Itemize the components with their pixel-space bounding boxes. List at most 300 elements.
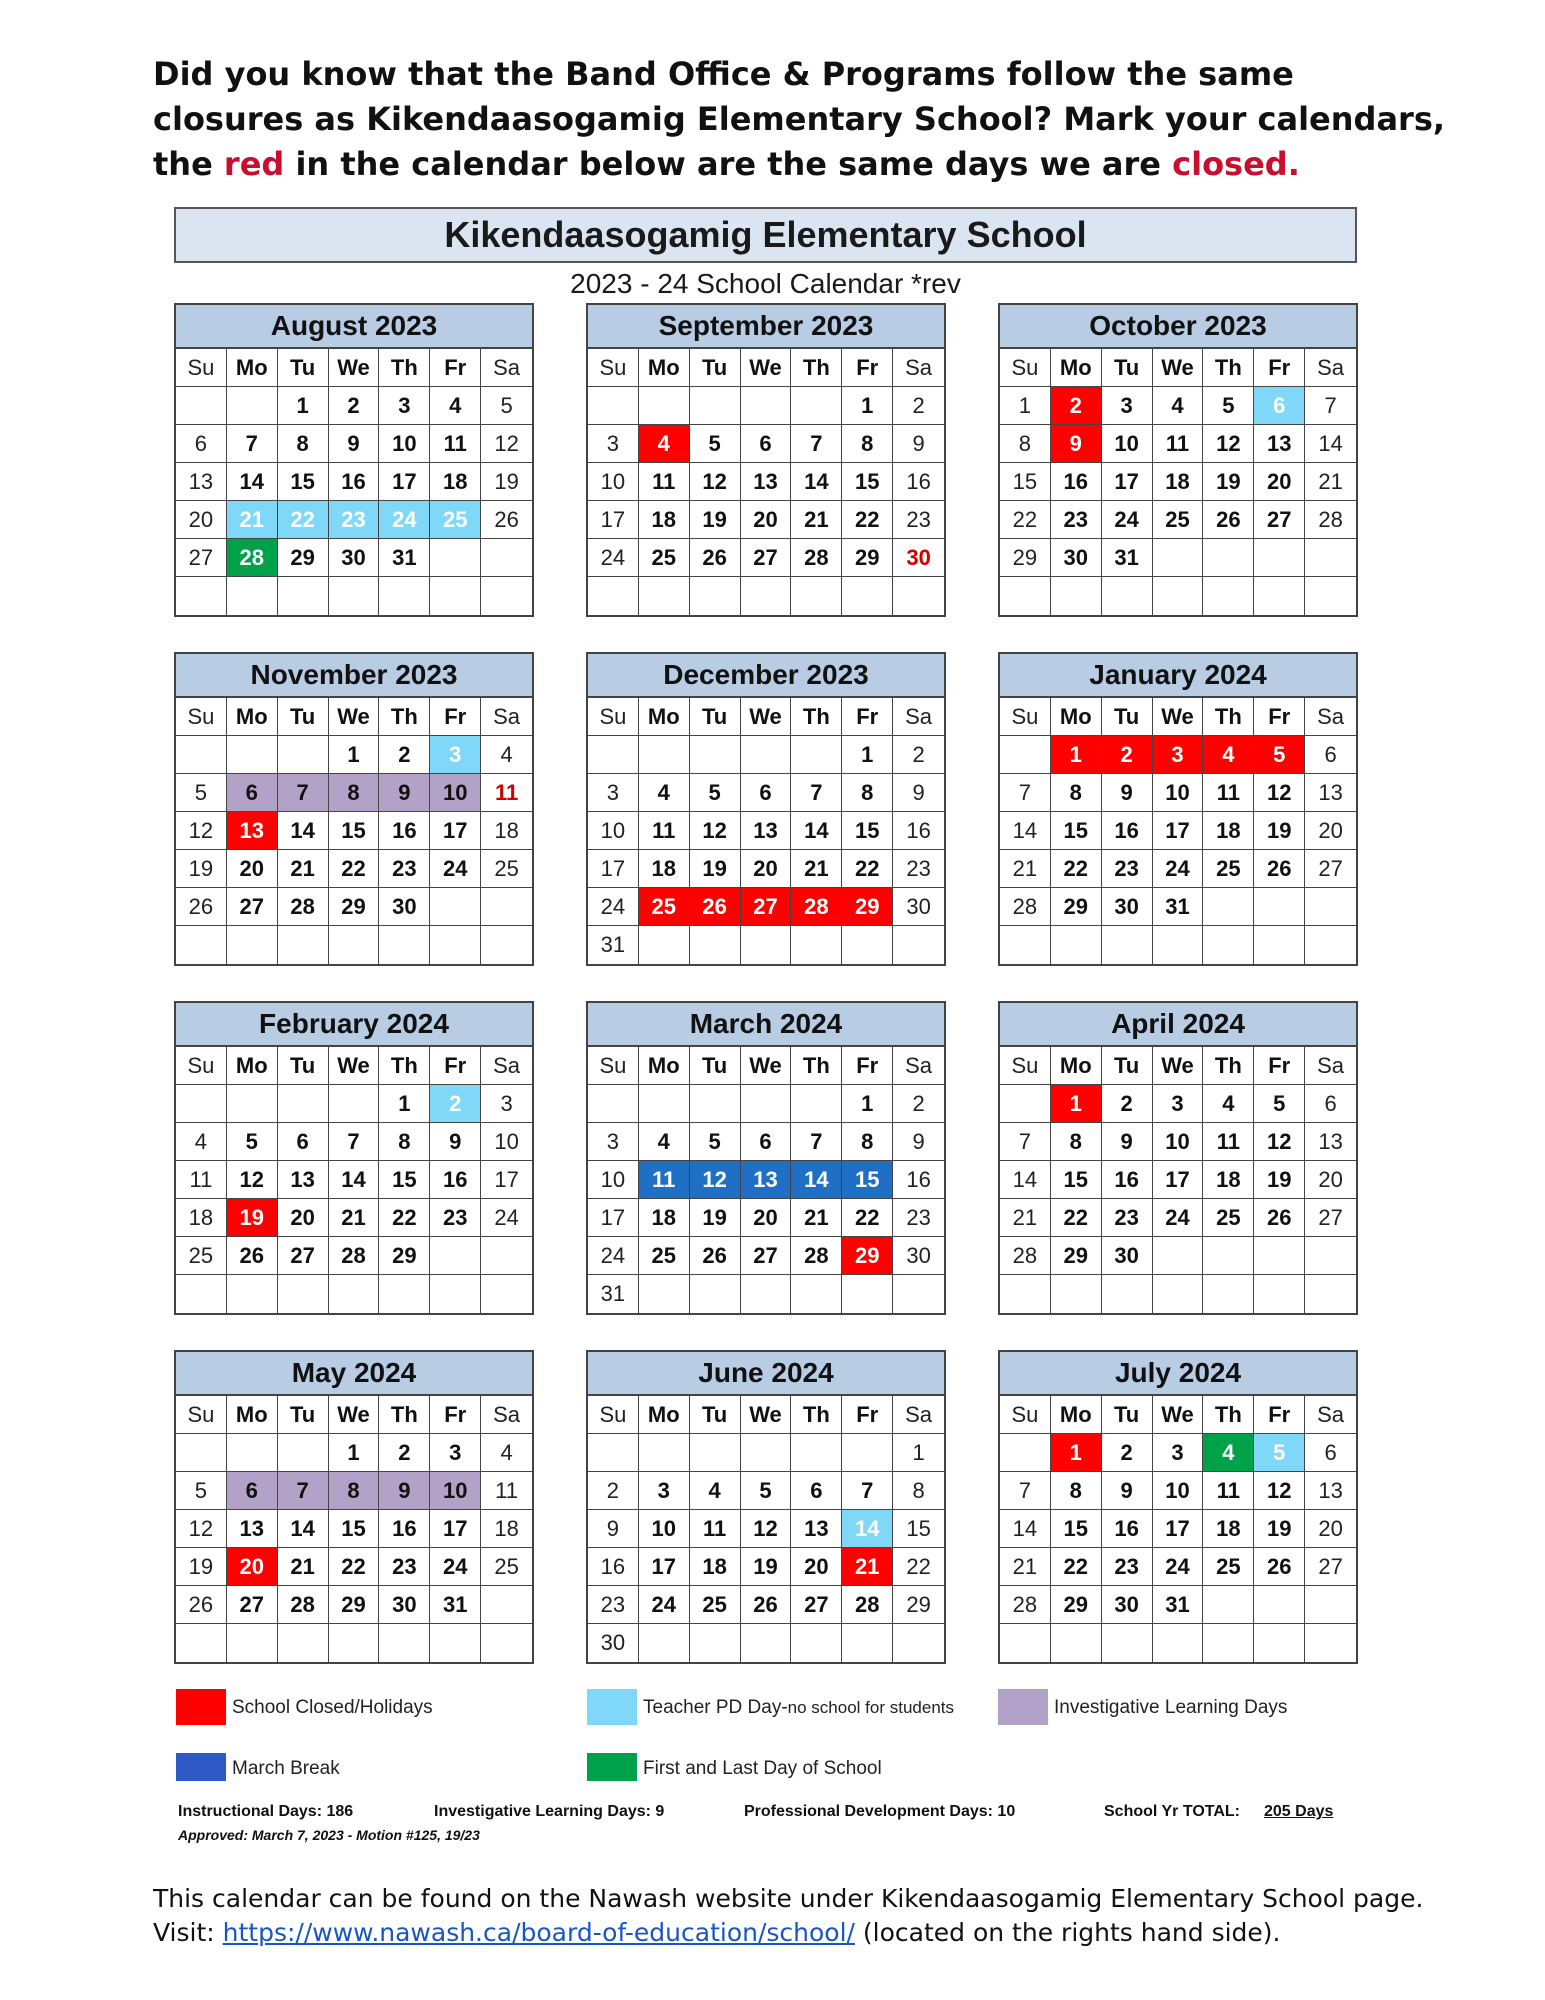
month-grid (588, 1396, 944, 1662)
stat-total-value: 205 Days (1264, 1803, 1334, 1820)
empty-cell (893, 577, 944, 615)
day-cell: 7 (278, 1472, 329, 1510)
day-cell: 23 (893, 850, 944, 888)
empty-cell (1254, 888, 1305, 926)
day-cell: 7 (1305, 387, 1356, 425)
empty-cell (1203, 539, 1254, 577)
day-cell: 12 (690, 1161, 741, 1199)
day-cell: 26 (1254, 1199, 1305, 1237)
day-cell: 17 (1153, 1510, 1204, 1548)
day-header: Sa (1305, 349, 1356, 387)
day-cell: 29 (1000, 539, 1051, 577)
day-header: Mo (1051, 1047, 1102, 1085)
empty-cell (329, 1624, 380, 1662)
day-cell: 8 (842, 425, 893, 463)
day-cell: 12 (690, 463, 741, 501)
day-header: We (329, 1047, 380, 1085)
intro-closed-word: closed. (1172, 145, 1300, 183)
day-cell: 25 (1203, 1199, 1254, 1237)
legend-march-break-swatch (176, 1753, 226, 1781)
day-header: Th (1203, 349, 1254, 387)
day-cell: 5 (1254, 1434, 1305, 1472)
month-grid (1000, 1396, 1356, 1662)
day-cell: 1 (379, 1085, 430, 1123)
day-cell: 12 (1254, 1472, 1305, 1510)
day-cell: 20 (227, 850, 278, 888)
day-cell: 30 (893, 539, 944, 577)
day-header: Mo (1051, 1396, 1102, 1434)
empty-cell (690, 1275, 741, 1313)
day-cell: 5 (1203, 387, 1254, 425)
day-header: Su (588, 1047, 639, 1085)
day-cell: 27 (227, 888, 278, 926)
day-cell: 25 (1153, 501, 1204, 539)
month-title: June 2024 (588, 1352, 944, 1396)
day-header: Th (791, 698, 842, 736)
day-header: We (741, 349, 792, 387)
day-cell: 15 (1051, 812, 1102, 850)
empty-cell (741, 1434, 792, 1472)
day-header: Th (1203, 1047, 1254, 1085)
day-header: Mo (639, 349, 690, 387)
empty-cell (1102, 577, 1153, 615)
empty-cell (639, 1085, 690, 1123)
day-cell: 1 (893, 1434, 944, 1472)
day-cell: 14 (1000, 1161, 1051, 1199)
empty-cell (1305, 926, 1356, 964)
day-header: We (741, 1396, 792, 1434)
day-cell: 5 (690, 425, 741, 463)
empty-cell (1000, 736, 1051, 774)
day-header: Mo (1051, 698, 1102, 736)
day-header: Sa (481, 1047, 532, 1085)
day-header: Mo (639, 698, 690, 736)
day-cell: 12 (176, 1510, 227, 1548)
day-cell: 2 (1051, 387, 1102, 425)
empty-cell (893, 926, 944, 964)
day-header: We (1153, 349, 1204, 387)
day-header: Mo (227, 349, 278, 387)
day-header: Mo (639, 1396, 690, 1434)
day-cell: 5 (227, 1123, 278, 1161)
day-cell: 2 (379, 1434, 430, 1472)
month-title: May 2024 (176, 1352, 532, 1396)
day-cell: 31 (430, 1586, 481, 1624)
day-cell: 14 (842, 1510, 893, 1548)
day-cell: 30 (329, 539, 380, 577)
empty-cell (791, 926, 842, 964)
empty-cell (430, 539, 481, 577)
day-cell: 12 (1254, 1123, 1305, 1161)
day-cell: 9 (893, 774, 944, 812)
day-cell: 7 (227, 425, 278, 463)
day-cell: 25 (639, 888, 690, 926)
day-cell: 3 (1102, 387, 1153, 425)
day-cell: 10 (481, 1123, 532, 1161)
day-cell: 28 (842, 1586, 893, 1624)
day-cell: 25 (1203, 1548, 1254, 1586)
day-cell: 2 (893, 387, 944, 425)
day-cell: 2 (1102, 736, 1153, 774)
empty-cell (329, 577, 380, 615)
day-cell: 4 (430, 387, 481, 425)
day-cell: 24 (588, 539, 639, 577)
day-cell: 18 (1153, 463, 1204, 501)
day-cell: 3 (430, 736, 481, 774)
day-cell: 20 (741, 1199, 792, 1237)
day-cell: 31 (1153, 888, 1204, 926)
empty-cell (1305, 1237, 1356, 1275)
day-cell: 13 (1305, 1472, 1356, 1510)
empty-cell (588, 736, 639, 774)
empty-cell (588, 1434, 639, 1472)
day-cell: 9 (893, 1123, 944, 1161)
day-cell: 28 (1000, 1586, 1051, 1624)
day-cell: 22 (1000, 501, 1051, 539)
day-cell: 10 (588, 1161, 639, 1199)
day-cell: 18 (639, 850, 690, 888)
day-cell: 4 (1203, 1434, 1254, 1472)
day-header: Th (379, 698, 430, 736)
empty-cell (842, 926, 893, 964)
empty-cell (1305, 577, 1356, 615)
day-header: Fr (842, 1047, 893, 1085)
day-cell: 13 (278, 1161, 329, 1199)
day-cell: 26 (1203, 501, 1254, 539)
day-cell: 8 (1051, 1472, 1102, 1510)
day-cell: 20 (741, 501, 792, 539)
empty-cell (430, 577, 481, 615)
day-cell: 6 (791, 1472, 842, 1510)
day-cell: 26 (690, 539, 741, 577)
day-cell: 15 (379, 1161, 430, 1199)
empty-cell (741, 736, 792, 774)
day-cell: 22 (329, 850, 380, 888)
day-cell: 7 (1000, 1123, 1051, 1161)
day-cell: 15 (1051, 1161, 1102, 1199)
month-july-2024 (998, 1350, 1358, 1664)
day-cell: 11 (1153, 425, 1204, 463)
empty-cell (588, 1085, 639, 1123)
month-grid (176, 698, 532, 964)
day-cell: 4 (639, 425, 690, 463)
day-cell: 2 (379, 736, 430, 774)
month-march-2024 (586, 1001, 946, 1315)
day-cell: 8 (329, 774, 380, 812)
empty-cell (1000, 1085, 1051, 1123)
empty-cell (278, 1434, 329, 1472)
calendar-title: Kikendaasogamig Elementary School (174, 207, 1357, 263)
day-cell: 17 (430, 1510, 481, 1548)
intro-red-word: red (223, 145, 285, 183)
day-cell: 25 (639, 1237, 690, 1275)
day-header: Tu (278, 1396, 329, 1434)
day-cell: 17 (588, 1199, 639, 1237)
day-cell: 25 (176, 1237, 227, 1275)
empty-cell (1000, 1624, 1051, 1662)
day-cell: 29 (1051, 888, 1102, 926)
day-cell: 5 (690, 1123, 741, 1161)
day-cell: 11 (1203, 1472, 1254, 1510)
day-cell: 27 (1305, 1199, 1356, 1237)
empty-cell (741, 926, 792, 964)
day-cell: 5 (481, 387, 532, 425)
empty-cell (1254, 1275, 1305, 1313)
day-cell: 10 (639, 1510, 690, 1548)
day-cell: 13 (741, 463, 792, 501)
day-cell: 4 (1203, 1085, 1254, 1123)
day-cell: 24 (588, 888, 639, 926)
empty-cell (1102, 1275, 1153, 1313)
day-cell: 18 (481, 812, 532, 850)
day-cell: 4 (176, 1123, 227, 1161)
day-cell: 21 (1000, 1199, 1051, 1237)
empty-cell (639, 1624, 690, 1662)
day-cell: 13 (227, 1510, 278, 1548)
empty-cell (588, 577, 639, 615)
footer-after: (located on the rights hand side). (854, 1918, 1281, 1947)
day-cell: 20 (791, 1548, 842, 1586)
day-cell: 18 (639, 501, 690, 539)
day-cell: 21 (842, 1548, 893, 1586)
day-cell: 31 (1102, 539, 1153, 577)
day-header: Th (379, 349, 430, 387)
day-cell: 2 (893, 1085, 944, 1123)
day-header: Fr (1254, 349, 1305, 387)
empty-cell (1153, 577, 1204, 615)
empty-cell (379, 926, 430, 964)
day-cell: 19 (1254, 1161, 1305, 1199)
day-cell: 27 (278, 1237, 329, 1275)
month-grid (1000, 698, 1356, 964)
empty-cell (278, 1624, 329, 1662)
month-april-2024 (998, 1001, 1358, 1315)
day-cell: 8 (842, 1123, 893, 1161)
day-cell: 23 (588, 1586, 639, 1624)
day-cell: 1 (1000, 387, 1051, 425)
day-cell: 14 (1305, 425, 1356, 463)
day-cell: 5 (176, 774, 227, 812)
month-grid (588, 1047, 944, 1313)
empty-cell (1000, 1434, 1051, 1472)
empty-cell (430, 1275, 481, 1313)
day-cell: 6 (741, 774, 792, 812)
intro-part1: Did you know that the Band Office & Programs follow the same closures as Kikendaasogamig Elementary School? Mark your calendars, the (153, 55, 1446, 183)
empty-cell (791, 1434, 842, 1472)
day-cell: 14 (329, 1161, 380, 1199)
empty-cell (791, 736, 842, 774)
legend-pd-main: Teacher PD Day- (643, 1697, 788, 1718)
day-header: Fr (1254, 1396, 1305, 1434)
empty-cell (227, 926, 278, 964)
day-cell: 23 (379, 1548, 430, 1586)
empty-cell (329, 1085, 380, 1123)
day-cell: 5 (176, 1472, 227, 1510)
empty-cell (227, 1624, 278, 1662)
day-cell: 16 (1102, 812, 1153, 850)
day-cell: 6 (1305, 1085, 1356, 1123)
day-cell: 24 (588, 1237, 639, 1275)
day-cell: 22 (278, 501, 329, 539)
day-cell: 23 (893, 501, 944, 539)
empty-cell (1254, 1624, 1305, 1662)
day-cell: 19 (690, 850, 741, 888)
day-cell: 22 (1051, 850, 1102, 888)
day-header: We (1153, 698, 1204, 736)
empty-cell (690, 736, 741, 774)
empty-cell (1153, 1237, 1204, 1275)
day-cell: 2 (893, 736, 944, 774)
day-cell: 13 (176, 463, 227, 501)
empty-cell (176, 1624, 227, 1662)
day-cell: 28 (1000, 1237, 1051, 1275)
day-header: Sa (893, 1396, 944, 1434)
legend-closed-label: School Closed/Holidays (232, 1697, 433, 1718)
day-cell: 10 (1102, 425, 1153, 463)
empty-cell (791, 1275, 842, 1313)
day-cell: 26 (227, 1237, 278, 1275)
empty-cell (1153, 1624, 1204, 1662)
day-cell: 8 (329, 1472, 380, 1510)
day-cell: 18 (1203, 1161, 1254, 1199)
day-header: Sa (481, 349, 532, 387)
empty-cell (842, 1624, 893, 1662)
day-cell: 18 (690, 1548, 741, 1586)
day-cell: 3 (481, 1085, 532, 1123)
empty-cell (1051, 577, 1102, 615)
day-cell: 10 (588, 463, 639, 501)
day-cell: 11 (481, 774, 532, 812)
empty-cell (690, 1624, 741, 1662)
empty-cell (278, 577, 329, 615)
day-cell: 28 (227, 539, 278, 577)
empty-cell (430, 1624, 481, 1662)
day-header: We (1153, 1047, 1204, 1085)
day-cell: 9 (430, 1123, 481, 1161)
day-cell: 6 (278, 1123, 329, 1161)
day-cell: 9 (1102, 1123, 1153, 1161)
day-cell: 19 (481, 463, 532, 501)
day-header: Su (588, 698, 639, 736)
empty-cell (741, 1624, 792, 1662)
empty-cell (690, 577, 741, 615)
footer-visit: Visit: (153, 1918, 223, 1947)
day-cell: 2 (1102, 1085, 1153, 1123)
day-cell: 17 (639, 1548, 690, 1586)
day-header: Fr (1254, 698, 1305, 736)
day-cell: 17 (1102, 463, 1153, 501)
day-cell: 14 (791, 812, 842, 850)
empty-cell (1305, 888, 1356, 926)
day-cell: 16 (329, 463, 380, 501)
day-cell: 6 (1305, 736, 1356, 774)
day-cell: 28 (791, 539, 842, 577)
day-cell: 29 (278, 539, 329, 577)
day-header: Su (1000, 349, 1051, 387)
empty-cell (690, 1434, 741, 1472)
empty-cell (176, 387, 227, 425)
day-cell: 11 (690, 1510, 741, 1548)
day-cell: 11 (639, 1161, 690, 1199)
day-cell: 23 (893, 1199, 944, 1237)
day-cell: 20 (741, 850, 792, 888)
empty-cell (278, 1085, 329, 1123)
empty-cell (481, 926, 532, 964)
day-cell: 9 (1051, 425, 1102, 463)
month-title: July 2024 (1000, 1352, 1356, 1396)
day-cell: 16 (588, 1548, 639, 1586)
day-cell: 20 (1305, 812, 1356, 850)
day-cell: 27 (1305, 850, 1356, 888)
day-header: Mo (639, 1047, 690, 1085)
day-cell: 7 (329, 1123, 380, 1161)
day-cell: 8 (893, 1472, 944, 1510)
day-cell: 19 (1254, 1510, 1305, 1548)
day-cell: 29 (329, 888, 380, 926)
empty-cell (1000, 926, 1051, 964)
day-header: Sa (481, 698, 532, 736)
day-cell: 15 (329, 812, 380, 850)
day-cell: 18 (1203, 1510, 1254, 1548)
empty-cell (1305, 539, 1356, 577)
day-cell: 20 (1305, 1161, 1356, 1199)
day-cell: 21 (791, 850, 842, 888)
day-cell: 21 (329, 1199, 380, 1237)
day-cell: 14 (791, 463, 842, 501)
empty-cell (227, 736, 278, 774)
day-cell: 12 (690, 812, 741, 850)
day-header: Sa (893, 349, 944, 387)
day-cell: 27 (227, 1586, 278, 1624)
empty-cell (639, 577, 690, 615)
empty-cell (1203, 577, 1254, 615)
empty-cell (893, 1275, 944, 1313)
school-page-link[interactable]: https://www.nawash.ca/board-of-education/school/ (222, 1918, 855, 1947)
empty-cell (1254, 577, 1305, 615)
empty-cell (1000, 577, 1051, 615)
day-header: Tu (690, 1396, 741, 1434)
day-cell: 3 (588, 425, 639, 463)
empty-cell (278, 736, 329, 774)
day-cell: 15 (842, 1161, 893, 1199)
day-cell: 16 (893, 812, 944, 850)
day-cell: 30 (1102, 1237, 1153, 1275)
day-cell: 17 (1153, 812, 1204, 850)
day-cell: 24 (1153, 850, 1204, 888)
day-header: We (329, 349, 380, 387)
day-header: Sa (1305, 698, 1356, 736)
empty-cell (227, 1085, 278, 1123)
empty-cell (1153, 926, 1204, 964)
month-june-2024 (586, 1350, 946, 1664)
day-cell: 2 (1102, 1434, 1153, 1472)
day-cell: 27 (1254, 501, 1305, 539)
day-cell: 11 (1203, 1123, 1254, 1161)
day-cell: 3 (588, 774, 639, 812)
day-cell: 1 (1051, 736, 1102, 774)
day-cell: 8 (1000, 425, 1051, 463)
month-title: December 2023 (588, 654, 944, 698)
empty-cell (329, 1275, 380, 1313)
day-cell: 23 (1102, 1548, 1153, 1586)
day-cell: 26 (176, 1586, 227, 1624)
day-cell: 13 (791, 1510, 842, 1548)
day-header: Mo (227, 1047, 278, 1085)
empty-cell (227, 577, 278, 615)
day-cell: 17 (379, 463, 430, 501)
empty-cell (842, 1434, 893, 1472)
legend-march-break-label: March Break (232, 1758, 340, 1779)
